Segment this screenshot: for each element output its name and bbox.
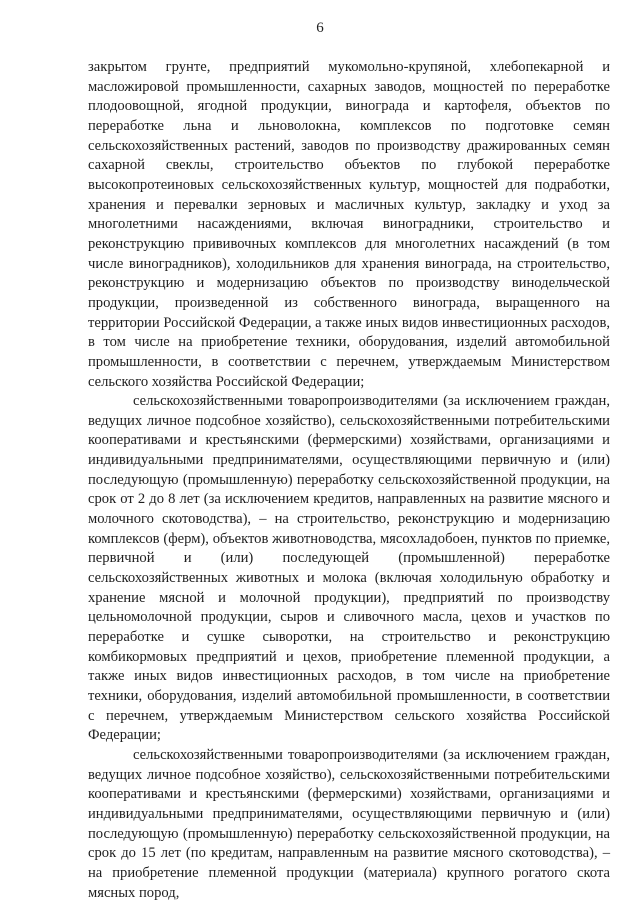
paragraph-beef-cattle: сельскохозяйственными товаропроизводителями (за исключением граждан, ведущих личное подсобное хозяйство), сельскохозяйственными потребительскими кооперативами и крестьянскими (фермерскими) хозяйствами, организациями и индивидуальными предпринимателями, осуществляющими первичную и (или) последующую (промышленную) переработку сельскохозяйственной продукции, на срок до 15 лет (по кредитам, направленным на развитие мясного скотоводства), – на приобретение племенной продукции (материала) крупного рогатого скота мясных пород, [88,746,610,901]
paragraph-dairy-livestock: сельскохозяйственными товаропроизводителями (за исключением граждан, ведущих личное подсобное хозяйство), сельскохозяйственными потребительскими кооперативами и крестьянскими (фермерскими) хозяйствами, организациями и индивидуальными предпринимателями, осуществляющими первичную и (или) последующую (промышленную) переработку сельскохозяйственной продукции, на срок от 2 до 8 лет (за исключением кредитов, направленных на развитие мясного и молочного скотоводства), – на строительство, реконструкцию и модернизацию комплексов (ферм), объектов животноводства, мясохладобоен, пунктов по приемке, первичной и (или) последующей (промышленной) переработке сельскохозяйственных животных и молока (включая холодильную обработку и хранение мясной и молочной продукции), предприятий по производству цельномолочной продукции, сыров и сливочного масла, цехов и участков по переработке и сушке сыворотки, на строительство и реконструкцию комбикормовых предприятий и цехов, приобретение племенной продукции, а также иных видов инвестиционных расходов, в том числе на приобретение техники, оборудования, изделий автомобильной промышленности, в соответствии с перечнем, утверждаемым Министерством сельского хозяйства Российской Федерации; [88,393,610,744]
paragraph-continuation: закрытом грунте, предприятий мукомольно-крупяной, хлебопекарной и масложировой промышленности, сахарных заводов, мощностей по переработке плодоовощной, ягодной продукции, винограда и картофеля, объектов по переработке льна и льноволокна, комплексов по подготовке семян сельскохозяйственных растений, заводов по производству дражированных семян сахарной свеклы, строительство объектов по глубокой переработке высокопротеиновых сельскохозяйственных культур, мощностей для подработки, хранения и перевалки зерновых и масличных культур, закладку и уход за многолетними насаждениями, включая виноградники, строительство и реконструкцию прививочных комплексов для многолетних насаждений (в том числе виноградников), холодильников для хранения винограда, на строительство, реконструкцию и модернизацию объектов по производству винодельческой продукции, произведенной из собственного винограда, выращенного на территории Российской Федерации, а также иных видов инвестиционных расходов, в том числе на приобретение техники, оборудования, изделий автомобильной промышленности, в соответствии с перечнем, утверждаемым Министерством сельского хозяйства Российской Федерации; [88,59,610,390]
page-number: 6 [316,20,324,36]
document-body [88,58,610,903]
